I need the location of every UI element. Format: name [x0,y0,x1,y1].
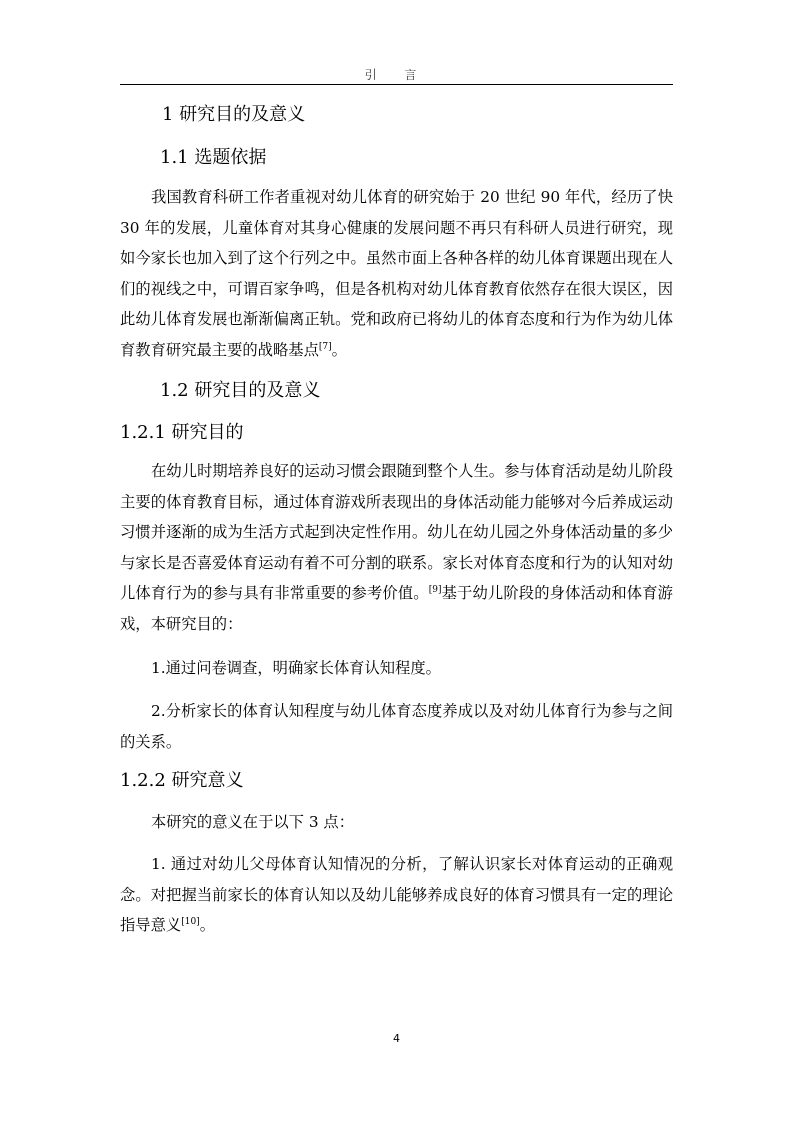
significance-item-1 [120,849,673,941]
section-heading-1-1: 1.1 选题依据 [160,147,267,168]
paragraph-text-cont: 基于幼儿阶段的身体活动和体育游戏，本研究目的： [120,584,673,633]
paragraph-end: 。 [331,340,347,359]
citation-10: [10] [181,917,200,927]
citation-7: [7] [318,341,332,352]
paragraph-text: 1. 通过对幼儿父母体育认知情况的分析，了解认识家长对体育运动的正确观念。对把握当前家长的体育认知以及幼儿能够养成良好的体育习惯具有一定的理论指导意义 [120,855,673,934]
paragraph-text: 我国教育科研工作者重视对幼儿体育的研究始于 20 世纪 90 年代，经历了快 30 年的发展，儿童体育对其身心健康的发展问题不再只有科研人员进行研究，现如今家长也加入到了这个行列之中。虽然市面上各种各样的幼儿体育课题出现在人们的视线之中，可谓百家争鸣，但是各机构对幼儿体育教育依然存在很大误区，因此幼儿体育发展也渐渐偏离正轨。党和政府已将幼儿的体育态度和行为作为幼儿体育教育研究最主要的战略基点 [120,188,673,359]
significance-intro: 本研究的意义在于以下 3 点： [151,813,355,831]
page-number: 4 [393,1032,400,1045]
section-heading-1-2-1: 1.2.1 研究目的 [120,422,244,443]
paragraph-selection-basis [120,182,673,365]
purpose-item-2: 2.分析家长的体育认知程度与幼儿体育态度养成以及对幼儿体育行为参与之间的关系。 [120,702,673,751]
section-heading-1-2: 1.2 研究目的及意义 [160,380,321,401]
purpose-item-1: 1.通过问卷调查，明确家长体育认知程度。 [151,659,441,677]
section-heading-1-2-2: 1.2.2 研究意义 [120,770,244,791]
running-header: 引 言 [364,68,429,82]
paragraph-end: 。 [199,916,215,934]
paragraph-text: 在幼儿时期培养良好的运动习惯会跟随到整个人生。参与体育活动是幼儿阶段主要的体育教育目标，通过体育游戏所表现出的身体活动能力能够对今后养成运动习惯并逐渐的成为生活方式起到决定性作用。幼儿在幼儿园之外身体活动量的多少与家长是否喜爱体育运动有着不可分割的联系。家长对体育态度和行为的认知对幼儿体育行为的参与具有非常重要的参考价值。 [120,462,673,602]
paragraph-research-purpose [120,456,673,639]
citation-9: [9] [428,585,442,595]
header-rule [120,84,673,85]
section-heading-1: 1 研究目的及意义 [162,104,306,125]
